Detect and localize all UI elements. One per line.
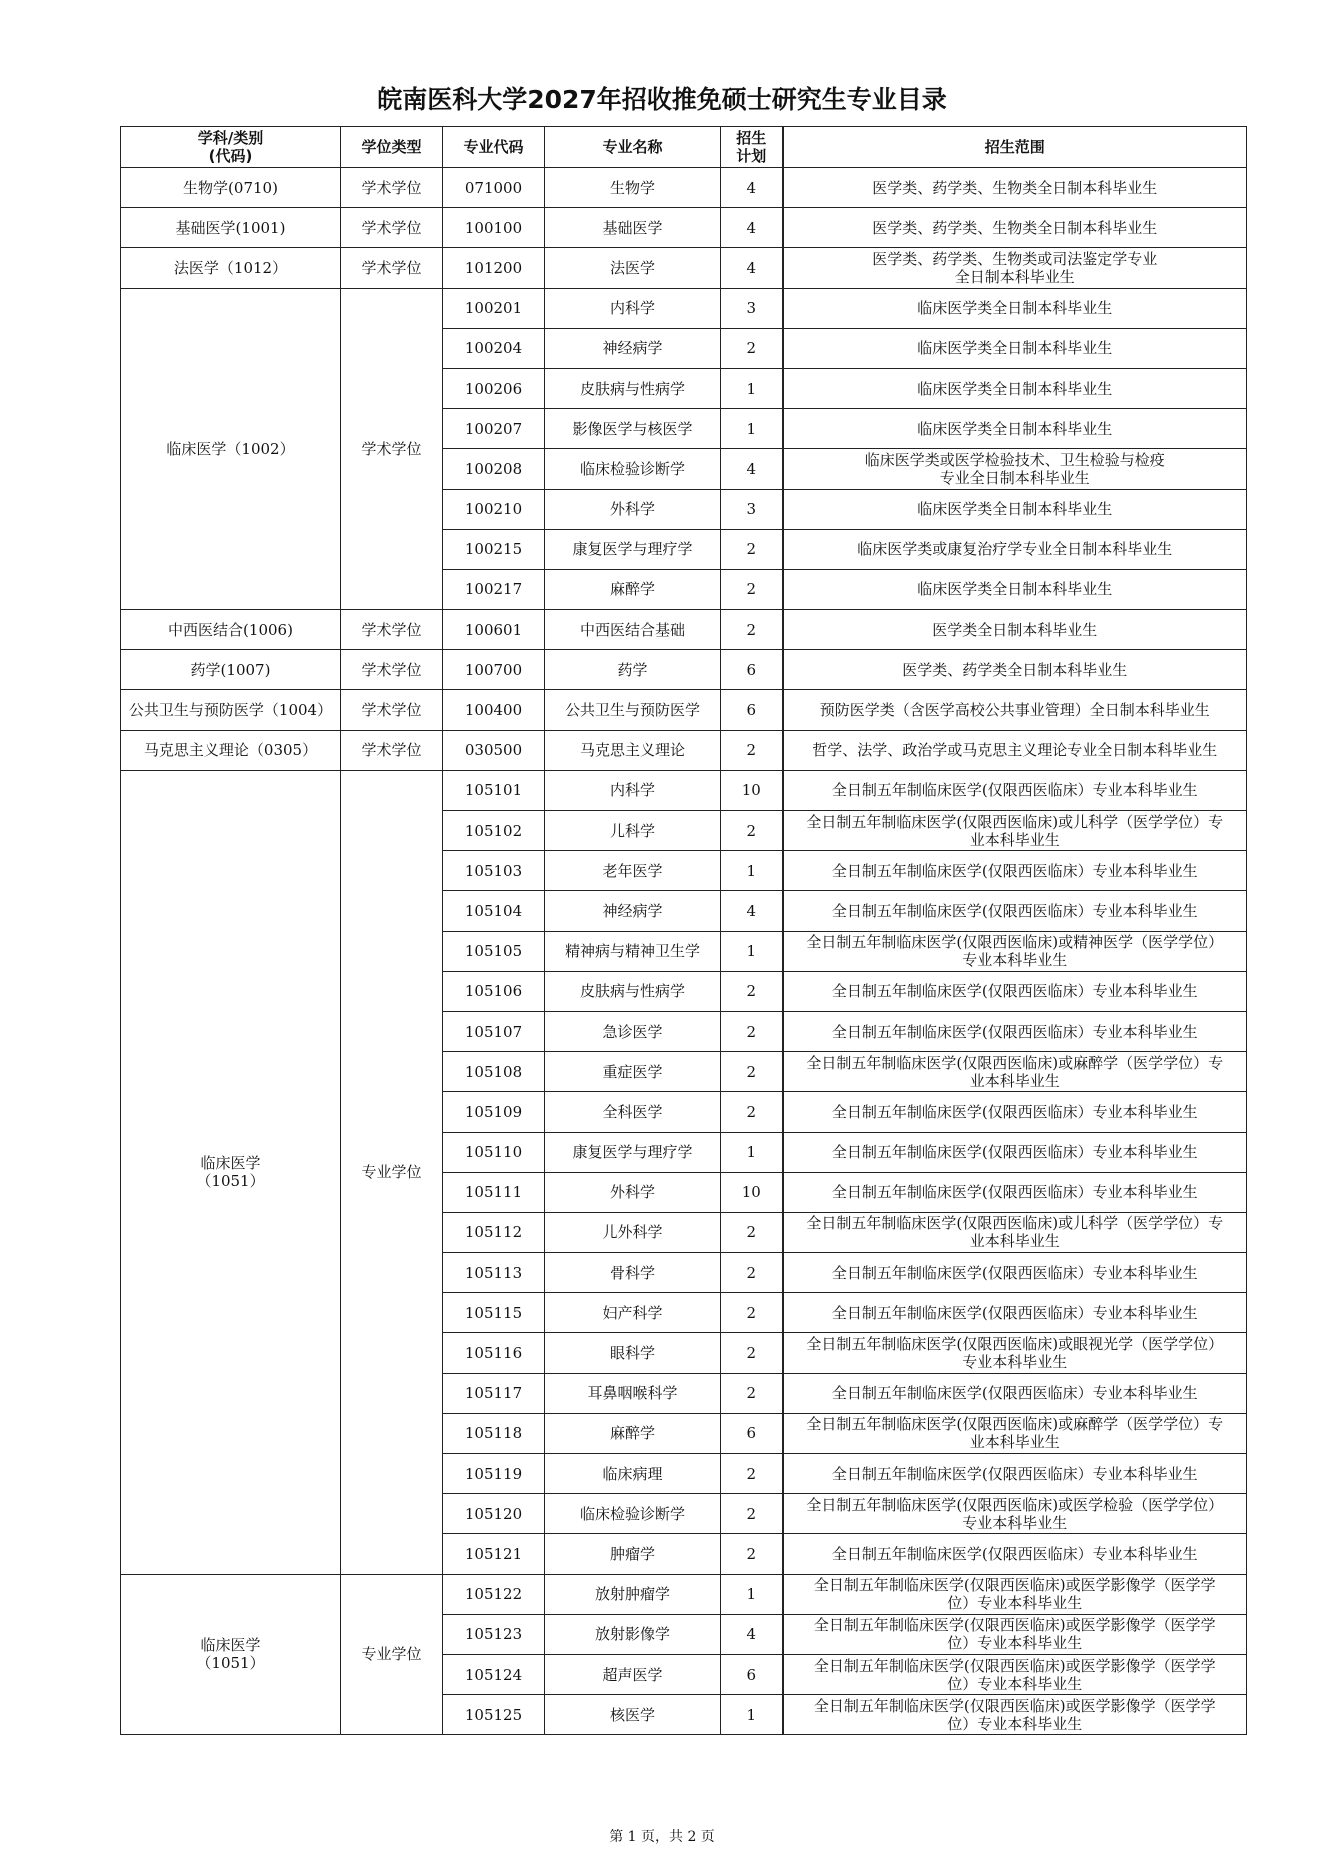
scope-cell: 全日制五年制临床医学(仅限西医临床)或儿科学（医学学位）专 业本科毕业生: [783, 811, 1247, 851]
scope-cell: 全日制五年制临床医学(仅限西医临床）专业本科毕业生: [783, 971, 1247, 1011]
major-name-cell: 法医学: [545, 248, 721, 288]
scope-cell: 全日制五年制临床医学(仅限西医临床)或医学影像学（医学学 位）专业本科毕业生: [783, 1654, 1247, 1694]
degree-type-cell: 学术学位: [341, 650, 443, 690]
header-major-code: 专业代码: [443, 127, 545, 168]
major-name-cell: 眼科学: [545, 1333, 721, 1373]
scope-cell: 全日制五年制临床医学(仅限西医临床)或医学影像学（医学学 位）专业本科毕业生: [783, 1614, 1247, 1654]
major-code-cell: 105104: [443, 891, 545, 931]
major-code-cell: 100100: [443, 208, 545, 248]
scope-cell: 医学类、药学类、生物类或司法鉴定学专业 全日制本科毕业生: [783, 248, 1247, 288]
major-code-cell: 105103: [443, 851, 545, 891]
header-plan-line1: 招生: [736, 129, 767, 147]
degree-type-cell: 学术学位: [341, 208, 443, 248]
scope-cell: 全日制五年制临床医学(仅限西医临床)或儿科学（医学学位）专 业本科毕业生: [783, 1212, 1247, 1252]
scope-cell: 全日制五年制临床医学(仅限西医临床)或医学影像学（医学学 位）专业本科毕业生: [783, 1574, 1247, 1614]
major-code-cell: 100204: [443, 328, 545, 368]
major-name-cell: 肿瘤学: [545, 1534, 721, 1574]
discipline-cell: 马克思主义理论（0305）: [121, 730, 341, 770]
table-row: [121, 248, 1247, 288]
degree-type-cell: 学术学位: [341, 730, 443, 770]
page-number: 第 1 页，共 2 页: [609, 1829, 715, 1845]
major-name-cell: 儿科学: [545, 811, 721, 851]
major-name-cell: 基础医学: [545, 208, 721, 248]
header-scope: 招生范围: [783, 127, 1247, 168]
plan-cell: 10: [721, 770, 783, 810]
plan-cell: 2: [721, 1333, 783, 1373]
header-major-name: 专业名称: [545, 127, 721, 168]
scope-cell: 临床医学类或康复治疗学专业全日制本科毕业生: [783, 529, 1247, 569]
scope-cell: 医学类、药学类全日制本科毕业生: [783, 650, 1247, 690]
table-header-row: [121, 127, 1247, 168]
plan-cell: 2: [721, 730, 783, 770]
scope-cell: 全日制五年制临床医学(仅限西医临床)或医学检验（医学学位） 专业本科毕业生: [783, 1494, 1247, 1534]
plan-cell: 4: [721, 168, 783, 208]
major-code-cell: 100206: [443, 368, 545, 408]
major-name-cell: 临床检验诊断学: [545, 1494, 721, 1534]
plan-cell: 6: [721, 690, 783, 730]
plan-cell: 2: [721, 610, 783, 650]
table-row: [121, 288, 1247, 328]
discipline-cell: 法医学（1012）: [121, 248, 341, 288]
major-code-cell: 100700: [443, 650, 545, 690]
plan-cell: 2: [721, 1052, 783, 1092]
plan-cell: 2: [721, 1373, 783, 1413]
scope-cell: 预防医学类（含医学高校公共事业管理）全日制本科毕业生: [783, 690, 1247, 730]
major-name-cell: 康复医学与理疗学: [545, 1132, 721, 1172]
header-plan-line2: 计划: [736, 147, 767, 165]
discipline-cell: 临床医学 （1051）: [121, 1574, 341, 1735]
major-code-cell: 105115: [443, 1293, 545, 1333]
table-body: [121, 168, 1247, 1735]
major-name-cell: 超声医学: [545, 1654, 721, 1694]
major-catalog-table: [120, 126, 1247, 1735]
plan-cell: 1: [721, 409, 783, 449]
plan-cell: 1: [721, 851, 783, 891]
discipline-cell: 临床医学（1002）: [121, 288, 341, 610]
major-name-cell: 全科医学: [545, 1092, 721, 1132]
major-code-cell: 105117: [443, 1373, 545, 1413]
major-code-cell: 105101: [443, 770, 545, 810]
table-row: [121, 208, 1247, 248]
major-code-cell: 105111: [443, 1172, 545, 1212]
scope-cell: 临床医学类全日制本科毕业生: [783, 489, 1247, 529]
plan-cell: 2: [721, 971, 783, 1011]
plan-cell: 1: [721, 931, 783, 971]
plan-cell: 2: [721, 1454, 783, 1494]
major-name-cell: 急诊医学: [545, 1011, 721, 1051]
major-code-cell: 105118: [443, 1413, 545, 1453]
scope-cell: 全日制五年制临床医学(仅限西医临床)或麻醉学（医学学位）专 业本科毕业生: [783, 1413, 1247, 1453]
major-code-cell: 100400: [443, 690, 545, 730]
plan-cell: 4: [721, 891, 783, 931]
major-name-cell: 外科学: [545, 489, 721, 529]
plan-cell: 2: [721, 1011, 783, 1051]
scope-cell: 临床医学类或医学检验技术、卫生检验与检疫 专业全日制本科毕业生: [783, 449, 1247, 489]
discipline-cell: 基础医学(1001): [121, 208, 341, 248]
header-discipline-line2: (代码): [208, 147, 253, 165]
major-name-cell: 马克思主义理论: [545, 730, 721, 770]
major-code-cell: 105110: [443, 1132, 545, 1172]
table-row: [121, 650, 1247, 690]
plan-cell: 3: [721, 288, 783, 328]
table-row: [121, 730, 1247, 770]
scope-cell: 全日制五年制临床医学(仅限西医临床）专业本科毕业生: [783, 1172, 1247, 1212]
major-name-cell: 核医学: [545, 1695, 721, 1735]
scope-cell: 哲学、法学、政治学或马克思主义理论专业全日制本科毕业生: [783, 730, 1247, 770]
header-discipline-line1: 学科/类别: [197, 129, 264, 147]
major-code-cell: 105108: [443, 1052, 545, 1092]
major-name-cell: 外科学: [545, 1172, 721, 1212]
major-name-cell: 生物学: [545, 168, 721, 208]
scope-cell: 全日制五年制临床医学(仅限西医临床）专业本科毕业生: [783, 1293, 1247, 1333]
degree-type-cell: 专业学位: [341, 770, 443, 1574]
plan-cell: 6: [721, 1413, 783, 1453]
major-code-cell: 105120: [443, 1494, 545, 1534]
plan-cell: 2: [721, 1092, 783, 1132]
discipline-cell: 公共卫生与预防医学（1004）: [121, 690, 341, 730]
major-code-cell: 030500: [443, 730, 545, 770]
plan-cell: 4: [721, 1614, 783, 1654]
scope-cell: 全日制五年制临床医学(仅限西医临床）专业本科毕业生: [783, 1011, 1247, 1051]
major-code-cell: 100601: [443, 610, 545, 650]
scope-cell: 临床医学类全日制本科毕业生: [783, 409, 1247, 449]
degree-type-cell: 学术学位: [341, 168, 443, 208]
major-code-cell: 105119: [443, 1454, 545, 1494]
major-name-cell: 内科学: [545, 770, 721, 810]
major-code-cell: 100215: [443, 529, 545, 569]
major-name-cell: 神经病学: [545, 891, 721, 931]
plan-cell: 2: [721, 569, 783, 609]
plan-cell: 1: [721, 1132, 783, 1172]
major-code-cell: 105123: [443, 1614, 545, 1654]
scope-cell: 全日制五年制临床医学(仅限西医临床）专业本科毕业生: [783, 1534, 1247, 1574]
scope-cell: 全日制五年制临床医学(仅限西医临床）专业本科毕业生: [783, 1454, 1247, 1494]
document-title: 皖南医科大学2027年招收推免硕士研究生专业目录: [377, 85, 947, 114]
table-row: [121, 770, 1247, 810]
major-code-cell: 105107: [443, 1011, 545, 1051]
major-name-cell: 重症医学: [545, 1052, 721, 1092]
major-code-cell: 105102: [443, 811, 545, 851]
major-code-cell: 105121: [443, 1534, 545, 1574]
scope-cell: 全日制五年制临床医学(仅限西医临床)或精神医学（医学学位） 专业本科毕业生: [783, 931, 1247, 971]
plan-cell: 2: [721, 1534, 783, 1574]
plan-cell: 4: [721, 208, 783, 248]
major-name-cell: 麻醉学: [545, 1413, 721, 1453]
major-code-cell: 105125: [443, 1695, 545, 1735]
discipline-cell: 生物学(0710): [121, 168, 341, 208]
plan-cell: 1: [721, 368, 783, 408]
header-discipline: [121, 127, 341, 168]
major-code-cell: 105113: [443, 1253, 545, 1293]
major-name-cell: 康复医学与理疗学: [545, 529, 721, 569]
major-code-cell: 100201: [443, 288, 545, 328]
major-name-cell: 耳鼻咽喉科学: [545, 1373, 721, 1413]
table-row: [121, 168, 1247, 208]
table-row: [121, 610, 1247, 650]
degree-type-cell: 专业学位: [341, 1574, 443, 1735]
plan-cell: 3: [721, 489, 783, 529]
plan-cell: 4: [721, 248, 783, 288]
major-code-cell: 100208: [443, 449, 545, 489]
plan-cell: 1: [721, 1574, 783, 1614]
table-row: [121, 1574, 1247, 1614]
plan-cell: 2: [721, 529, 783, 569]
degree-type-cell: 学术学位: [341, 690, 443, 730]
scope-cell: 临床医学类全日制本科毕业生: [783, 569, 1247, 609]
major-name-cell: 中西医结合基础: [545, 610, 721, 650]
scope-cell: 全日制五年制临床医学(仅限西医临床）专业本科毕业生: [783, 1132, 1247, 1172]
discipline-cell: 中西医结合(1006): [121, 610, 341, 650]
degree-type-cell: 学术学位: [341, 248, 443, 288]
scope-cell: 全日制五年制临床医学(仅限西医临床)或医学影像学（医学学 位）专业本科毕业生: [783, 1695, 1247, 1735]
major-name-cell: 影像医学与核医学: [545, 409, 721, 449]
major-code-cell: 100207: [443, 409, 545, 449]
major-name-cell: 皮肤病与性病学: [545, 368, 721, 408]
plan-cell: 2: [721, 1293, 783, 1333]
plan-cell: 10: [721, 1172, 783, 1212]
scope-cell: 全日制五年制临床医学(仅限西医临床)或眼视光学（医学学位） 专业本科毕业生: [783, 1333, 1247, 1373]
major-code-cell: 105106: [443, 971, 545, 1011]
scope-cell: 全日制五年制临床医学(仅限西医临床）专业本科毕业生: [783, 891, 1247, 931]
major-code-cell: 071000: [443, 168, 545, 208]
discipline-cell: 临床医学 （1051）: [121, 770, 341, 1574]
major-name-cell: 儿外科学: [545, 1212, 721, 1252]
major-code-cell: 100210: [443, 489, 545, 529]
plan-cell: 2: [721, 811, 783, 851]
scope-cell: 医学类全日制本科毕业生: [783, 610, 1247, 650]
table-row: [121, 690, 1247, 730]
major-name-cell: 放射影像学: [545, 1614, 721, 1654]
major-code-cell: 105112: [443, 1212, 545, 1252]
header-plan: [721, 127, 783, 168]
scope-cell: 全日制五年制临床医学(仅限西医临床）专业本科毕业生: [783, 1373, 1247, 1413]
major-name-cell: 临床检验诊断学: [545, 449, 721, 489]
major-code-cell: 100217: [443, 569, 545, 609]
scope-cell: 全日制五年制临床医学(仅限西医临床）专业本科毕业生: [783, 770, 1247, 810]
scope-cell: 全日制五年制临床医学(仅限西医临床）专业本科毕业生: [783, 851, 1247, 891]
plan-cell: 6: [721, 1654, 783, 1694]
major-code-cell: 105105: [443, 931, 545, 971]
major-name-cell: 麻醉学: [545, 569, 721, 609]
major-name-cell: 放射肿瘤学: [545, 1574, 721, 1614]
header-degree-type: 学位类型: [341, 127, 443, 168]
degree-type-cell: 学术学位: [341, 288, 443, 610]
major-code-cell: 105109: [443, 1092, 545, 1132]
plan-cell: 2: [721, 1212, 783, 1252]
scope-cell: 医学类、药学类、生物类全日制本科毕业生: [783, 208, 1247, 248]
major-name-cell: 临床病理: [545, 1454, 721, 1494]
major-name-cell: 神经病学: [545, 328, 721, 368]
major-name-cell: 骨科学: [545, 1253, 721, 1293]
major-name-cell: 老年医学: [545, 851, 721, 891]
plan-cell: 2: [721, 1494, 783, 1534]
scope-cell: 临床医学类全日制本科毕业生: [783, 288, 1247, 328]
major-name-cell: 公共卫生与预防医学: [545, 690, 721, 730]
scope-cell: 全日制五年制临床医学(仅限西医临床)或麻醉学（医学学位）专 业本科毕业生: [783, 1052, 1247, 1092]
major-code-cell: 105122: [443, 1574, 545, 1614]
scope-cell: 临床医学类全日制本科毕业生: [783, 328, 1247, 368]
major-code-cell: 105124: [443, 1654, 545, 1694]
plan-cell: 1: [721, 1695, 783, 1735]
major-name-cell: 内科学: [545, 288, 721, 328]
major-name-cell: 皮肤病与性病学: [545, 971, 721, 1011]
degree-type-cell: 学术学位: [341, 610, 443, 650]
major-code-cell: 101200: [443, 248, 545, 288]
plan-cell: 6: [721, 650, 783, 690]
scope-cell: 临床医学类全日制本科毕业生: [783, 368, 1247, 408]
major-code-cell: 105116: [443, 1333, 545, 1373]
plan-cell: 4: [721, 449, 783, 489]
plan-cell: 2: [721, 1253, 783, 1293]
scope-cell: 医学类、药学类、生物类全日制本科毕业生: [783, 168, 1247, 208]
major-name-cell: 精神病与精神卫生学: [545, 931, 721, 971]
discipline-cell: 药学(1007): [121, 650, 341, 690]
plan-cell: 2: [721, 328, 783, 368]
major-name-cell: 药学: [545, 650, 721, 690]
scope-cell: 全日制五年制临床医学(仅限西医临床）专业本科毕业生: [783, 1092, 1247, 1132]
scope-cell: 全日制五年制临床医学(仅限西医临床）专业本科毕业生: [783, 1253, 1247, 1293]
major-name-cell: 妇产科学: [545, 1293, 721, 1333]
